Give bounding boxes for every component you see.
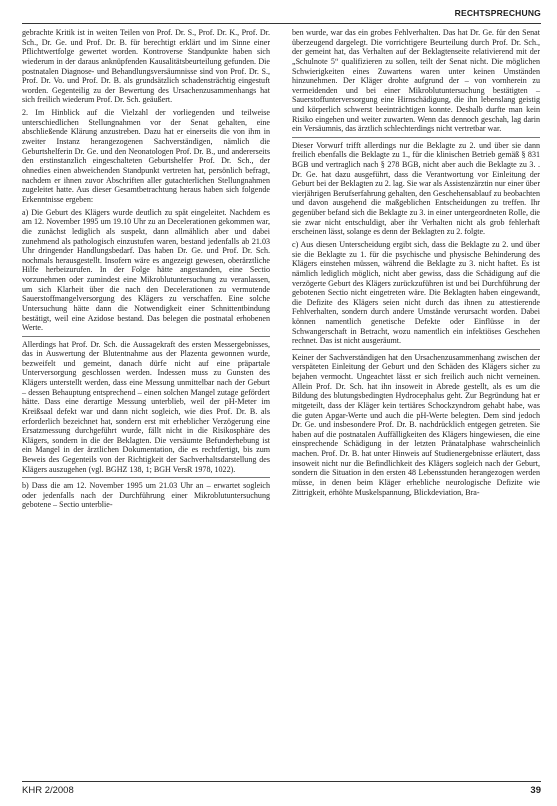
paragraph: Keiner der Sachverständigen hat den Ursachenzusammenhang zwischen der verspäteten Einleitung der Geburt und den Schäden des Klägers sicher zu bejahen vermocht. Ungeachtet lässt er sich freilich auch nicht verneinen. Allein Prof. Dr. Sch. hat ihn insoweit in Abrede gestellt, als es um die Bildung des blutungsbedingten Hydrocephalus geht. Zur Begründung hat er mitgeteilt, dass der Kläger kein tertiäres Schockzyndrom gehabt habe, was die guten Apgar-Werte und auch die pH-Werte belegten. Dem sind jedoch Dr. Ge. und insbesondere Prof. Dr. B. nachdrücklich entgegen getreten. Sie haben auf die postnatalen Auffälligkeiten des Klägers hingewiesen, die eine einsprechende Schädigung in der letzten Pränatalphase wahrscheinlich machen. Prof. Dr. B. hat unter Hinweis auf Studienergebnisse erläutert, dass insoweit nicht nur die Befindlichkeit des Klägers sogleich nach der Geburt, sondern die Situation in den ersten 48 Lebensstunden herangezogen werden müsse, in denen beim Kläger erhebliche neurologische Defizite wie Zittrigkeit, erhöhte Muskelspannung, Blickdeviation, Bra-: [292, 349, 540, 497]
page-number: 39: [530, 785, 541, 796]
paragraph: 2. Im Hinblick auf die Vielzahl der vorliegenden und teilweise unterschiedlichen Stellungnahmen vor der Senat gehalten, eine abschließende Klärung anzustreben. Dazu hat er einerseits die von ihm in zweiter Instanz herangezogenen Sachverständigen, nämlich die Geburtshelferin Dr. Ge. und den Neonatologen Prof. Dr. B., und andererseits den erstinstanzlich eingeschalteten Geburtshelfer Prof. Dr. Sch., der ohnedies einen abweichenden Standpunkt vertreten hat, persönlich befragt, nachdem er ihnen zuvor Abschriften aller gutachterlichen Stellungnahmen zugeleitet hatte. Aus dieser Gesamtbetrachtung heraus haben sich folgende Erkenntnisse ergeben:: [22, 108, 270, 204]
paragraph: b) Dass die am 12. November 1995 um 21.03 Uhr an – erwartet sogleich oder jedenfalls nach der Durchführung einer Mikroblutuntersuchung gebotene – Sectio unterblie-: [22, 477, 270, 509]
paragraph: ben wurde, war das ein grobes Fehlverhalten. Das hat Dr. Ge. für den Senat überzeugend dargelegt. Die vorrichtigere Beurteilung durch Prof. Dr. Sch., der gemeint hat, das Verhalten auf der Beklagtenseite relativierend mit der „Schulnote 5“ qualifizieren zu sollen, teilt der Senat nicht. Die möglichen Schwierigkeiten eines Zuwartens waren unter keinen Umständen hinzunehmen. Der Kläger drohte aufgrund der – von vornherein zu vermeidenden und bei einer Mikroblutuntersuchung bestätigten – Sauerstoffunterversorgung eine Hirnschädigung, die ihn lebenslang geistig und körperlich schwerst beeinträchtigen konnte. Deshalb durfte man kein Risiko eingehen und weiter zuwarten. Wenn das dennoch geschah, lag darin ein Versäumnis, das ärztlich schlechterdings nicht vertretbar war.: [292, 28, 540, 134]
paragraph: a) Die Geburt des Klägers wurde deutlich zu spät eingeleitet. Nachdem es am 12. November 1995 um 19.10 Uhr zu an Decelerationen gekommen war, die zunächst lediglich als suspekt, dann allmählich aber und dabei zunehmend als pathologisch einzustufen waren, bestand jedenfalls ab 21.03 Uhr dringender Handlungsbedarf. Das haben Dr. Ge. und Prof. Dr. Sch. nochmals herausgestellt. Insofern wäre es angezeigt gewesen, oberärztliche Hilfe herbeizurufen. In der Folge hätte angestanden, eine Sectio vorzunehmen oder zumindest eine Mikroblutuntersuchung zu veranlassen, um sich Klarheit über die nach den Decelerationen zu vermutende Sauerstoffmangelversorgung des Klägers zu verschaffen. Eine solche Untersuchung hätte dann die Notwendigkeit einer Schnittentbindung bestätigt, weil eine Azidose bestand. Das belegen die postnatal erhobenen Werte.: [22, 207, 270, 333]
journal-citation: KHR 2/2008: [22, 785, 74, 796]
paragraph: c) Aus diesen Unterscheidung ergibt sich, dass die Beklagte zu 2. und über sie die Beklagte zu 1. für die psychische und physische Behinderung des Klägers einstehen müssen, während die Beklagte zu 3. nicht haftet. Es ist nämlich lediglich möglich, nicht aber gewiss, dass die Schädigung auf die verzögerte Geburt des Klägers zurückzuführen ist und bei Durchführung der gebotenen Sectio nicht eingetreten wäre. Die Beklagten haben eingewandt, die Defizite des Klägers seien nicht durch das ihnen zu attestierende Fehlverhalten, sondern durch andere Umstände verursacht worden. Dabei können namentlich genetische Defekte oder Einflüsse in der Schwangerschaft in Betracht, wozu namentlich ein infektiöses Geschehen rechnet. Das ist nicht ausgeräumt.: [292, 240, 540, 346]
paragraph: Dieser Vorwurf trifft allerdings nur die Beklagte zu 2. und über sie dann freilich ebenfalls die Beklagte zu 1., für die klinischen Betrieb gemäß § 831 BGB und vertraglich nach § 278 BGB, nicht aber auch die Beklagte zu 3. . Dr. Ge. hat dazu ausgeführt, dass die Verantwortung vor Einleitung der Geburt bei der Beklagten zu 2. lag. Sie war als Assistenzärztin nur einer über vierjährigen Berufserfahrung gehalten, den Geschehensablauf zu beobachten und davon ausgehend die maßgeblichen Entscheidungen zu treffen. Ihr gegenüber befand sich die Beklagte zu 3. in einer untergeordneten Rolle, die sie zwar nicht entschuldigt, aber ihr Verhalten nicht als grob fehlerhaft erscheinen lässt, solange es denn der Beklagten zu 2. folgte.: [292, 137, 540, 237]
paragraph: Allerdings hat Prof. Dr. Sch. die Aussagekraft des ersten Messergebnisses, das in Auswertung der Blutentnahme aus der Plazenta gewonnen wurde, bezweifelt und gemeint, danach dürfe nicht auf eine präpartale Unterversorgung geschlossen werden. Indessen muss zu Gunsten des Klägers unterstellt werden, dass eine Messung unmittelbar nach der Geburt – dessen Behauptung entsprechend – einen solchen Mangel zutage gefördert hätte. Dass eine derartige Messung unterblieb, weil der pH-Meter im Kreißsaal defekt war und dann nicht sogleich, wie dies Prof. Dr. B. als erforderlich bezeichnet hat, sondern erst mit erheblicher Verzögerung eine Ersatzmessung durchgeführt wurde, fällt nicht in die Risikosphäre des Klägers, sondern in die der Beklagten. Die versäumte Befunderhebung ist ein Mangel in der ärztlichen Dokumentation, die es rechtfertigt, bis zum Beweis des Gegenteils von der Richtigkeit der Sachverhaltsdarstellung des Klägers auszugehen (vgl. BGHZ 138, 1; BGH VersR 1978, 1022).: [22, 336, 270, 474]
paragraph: gebrachte Kritik ist in weiten Teilen von Prof. Dr. S., Prof. Dr. K., Prof. Dr. Sch., Dr. Ge. und Prof. Dr. B. für berechtigt erklärt und im Sinne einer Pflichtwertfolge gewertet worden. Kontroverse Standpunkte haben sich wiederum in der daraus anknüpfenden Kausalitätsbeurteilung gefunden. Die postnatalen Diagnose- und Behandlungsversäumnisse sind von Prof. Dr. S., Prof. Dr. Vo. und Prof. Dr. B. als grundsätzlich schadensträchtig eingestuft worden. Gegenteilig zu der Bewertung des Ursachenzusammenhangs hat sich freilich wiederum Prof. Dr. Sch. geäußert.: [22, 28, 270, 105]
left-column: [22, 28, 270, 510]
header-rule: [22, 23, 541, 24]
section-heading: RECHTSPRECHUNG: [454, 8, 541, 18]
page-footer: [22, 781, 541, 798]
right-column: [292, 28, 540, 497]
